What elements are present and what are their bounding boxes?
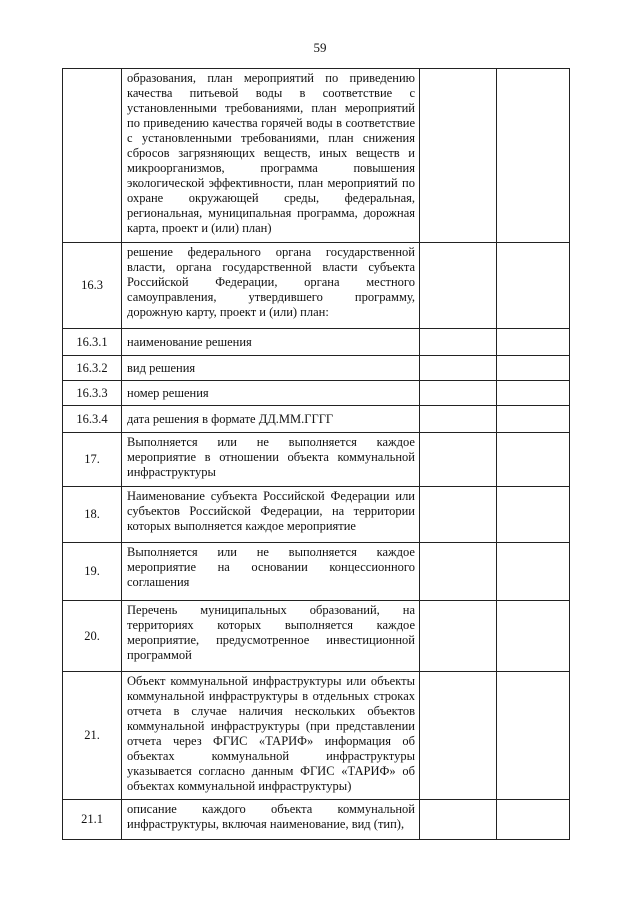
table-row	[63, 543, 570, 601]
row-number: 18.	[63, 487, 122, 543]
empty-cell	[497, 543, 570, 601]
table-row	[63, 356, 570, 381]
row-number: 21.	[63, 672, 122, 800]
table-row	[63, 672, 570, 800]
table-row	[63, 406, 570, 433]
empty-cell	[497, 672, 570, 800]
empty-cell	[420, 329, 497, 356]
page-number: 59	[313, 40, 327, 55]
empty-cell	[497, 356, 570, 381]
row-number: 16.3.2	[63, 356, 122, 381]
row-description: решение федерального органа государственной власти, органа государственной власти субъекта Российской Федерации, органа местного самоуправления, утвердившего программу, дорожную карту, проект и (или) план:	[122, 243, 420, 329]
empty-cell	[420, 243, 497, 329]
row-description: Наименование субъекта Российской Федерации или субъектов Российской Федерации, на территории которых выполняется каждое мероприятие	[122, 487, 420, 543]
row-number: 16.3.4	[63, 406, 122, 433]
row-number: 20.	[63, 601, 122, 672]
table-row	[63, 243, 570, 329]
table-row	[63, 800, 570, 840]
empty-cell	[420, 800, 497, 840]
table-row	[63, 69, 570, 243]
empty-cell	[420, 381, 497, 406]
row-description: Выполняется или не выполняется каждое мероприятие на основании концессионного соглашения	[122, 543, 420, 601]
row-number: 16.3	[63, 243, 122, 329]
row-description: Объект коммунальной инфраструктуры или объекты коммунальной инфраструктуры в отдельных строках отчета в случае наличия нескольких объектов коммунальной инфраструктуры (при представлении отчета через ФГИС «ТАРИФ» информация об объектах коммунальной инфраструктуры указывается согласно данным ФГИС «ТАРИФ» об объектах коммунальной инфраструктуры)	[122, 672, 420, 800]
row-description: Перечень муниципальных образований, на территориях которых выполняется каждое мероприятие, предусмотренное инвестиционной программой	[122, 601, 420, 672]
empty-cell	[497, 800, 570, 840]
row-description: наименование решения	[122, 329, 420, 356]
empty-cell	[420, 487, 497, 543]
table-row	[63, 329, 570, 356]
empty-cell	[420, 433, 497, 487]
table-row	[63, 487, 570, 543]
empty-cell	[497, 243, 570, 329]
row-description: номер решения	[122, 381, 420, 406]
row-description: дата решения в формате ДД.ММ.ГГГГ	[122, 406, 420, 433]
table-row	[63, 381, 570, 406]
row-number: 21.1	[63, 800, 122, 840]
empty-cell	[497, 381, 570, 406]
row-number	[63, 69, 122, 243]
empty-cell	[420, 672, 497, 800]
row-description: описание каждого объекта коммунальной инфраструктуры, включая наименование, вид (тип),	[122, 800, 420, 840]
empty-cell	[420, 406, 497, 433]
requirements-table	[62, 68, 570, 840]
empty-cell	[497, 329, 570, 356]
row-description: вид решения	[122, 356, 420, 381]
empty-cell	[420, 69, 497, 243]
row-number: 17.	[63, 433, 122, 487]
empty-cell	[420, 601, 497, 672]
table-row	[63, 433, 570, 487]
row-number: 19.	[63, 543, 122, 601]
empty-cell	[497, 69, 570, 243]
row-description: Выполняется или не выполняется каждое мероприятие в отношении объекта коммунальной инфраструктуры	[122, 433, 420, 487]
row-number: 16.3.3	[63, 381, 122, 406]
empty-cell	[420, 356, 497, 381]
table-row	[63, 601, 570, 672]
empty-cell	[497, 487, 570, 543]
empty-cell	[497, 601, 570, 672]
empty-cell	[497, 406, 570, 433]
empty-cell	[420, 543, 497, 601]
empty-cell	[497, 433, 570, 487]
row-number: 16.3.1	[63, 329, 122, 356]
row-description: образования, план мероприятий по приведению качества питьевой воды в соответствие с установленными требованиями, план мероприятий по приведению качества горячей воды в соответствие с установленными требованиями, план снижения сбросов загрязняющих веществ, иных веществ и микроорганизмов, программа повышения экологической эффективности, план мероприятий по охране окружающей среды, федеральная, региональная, муниципальная программа, дорожная карта, проект и (или) план)	[122, 69, 420, 243]
